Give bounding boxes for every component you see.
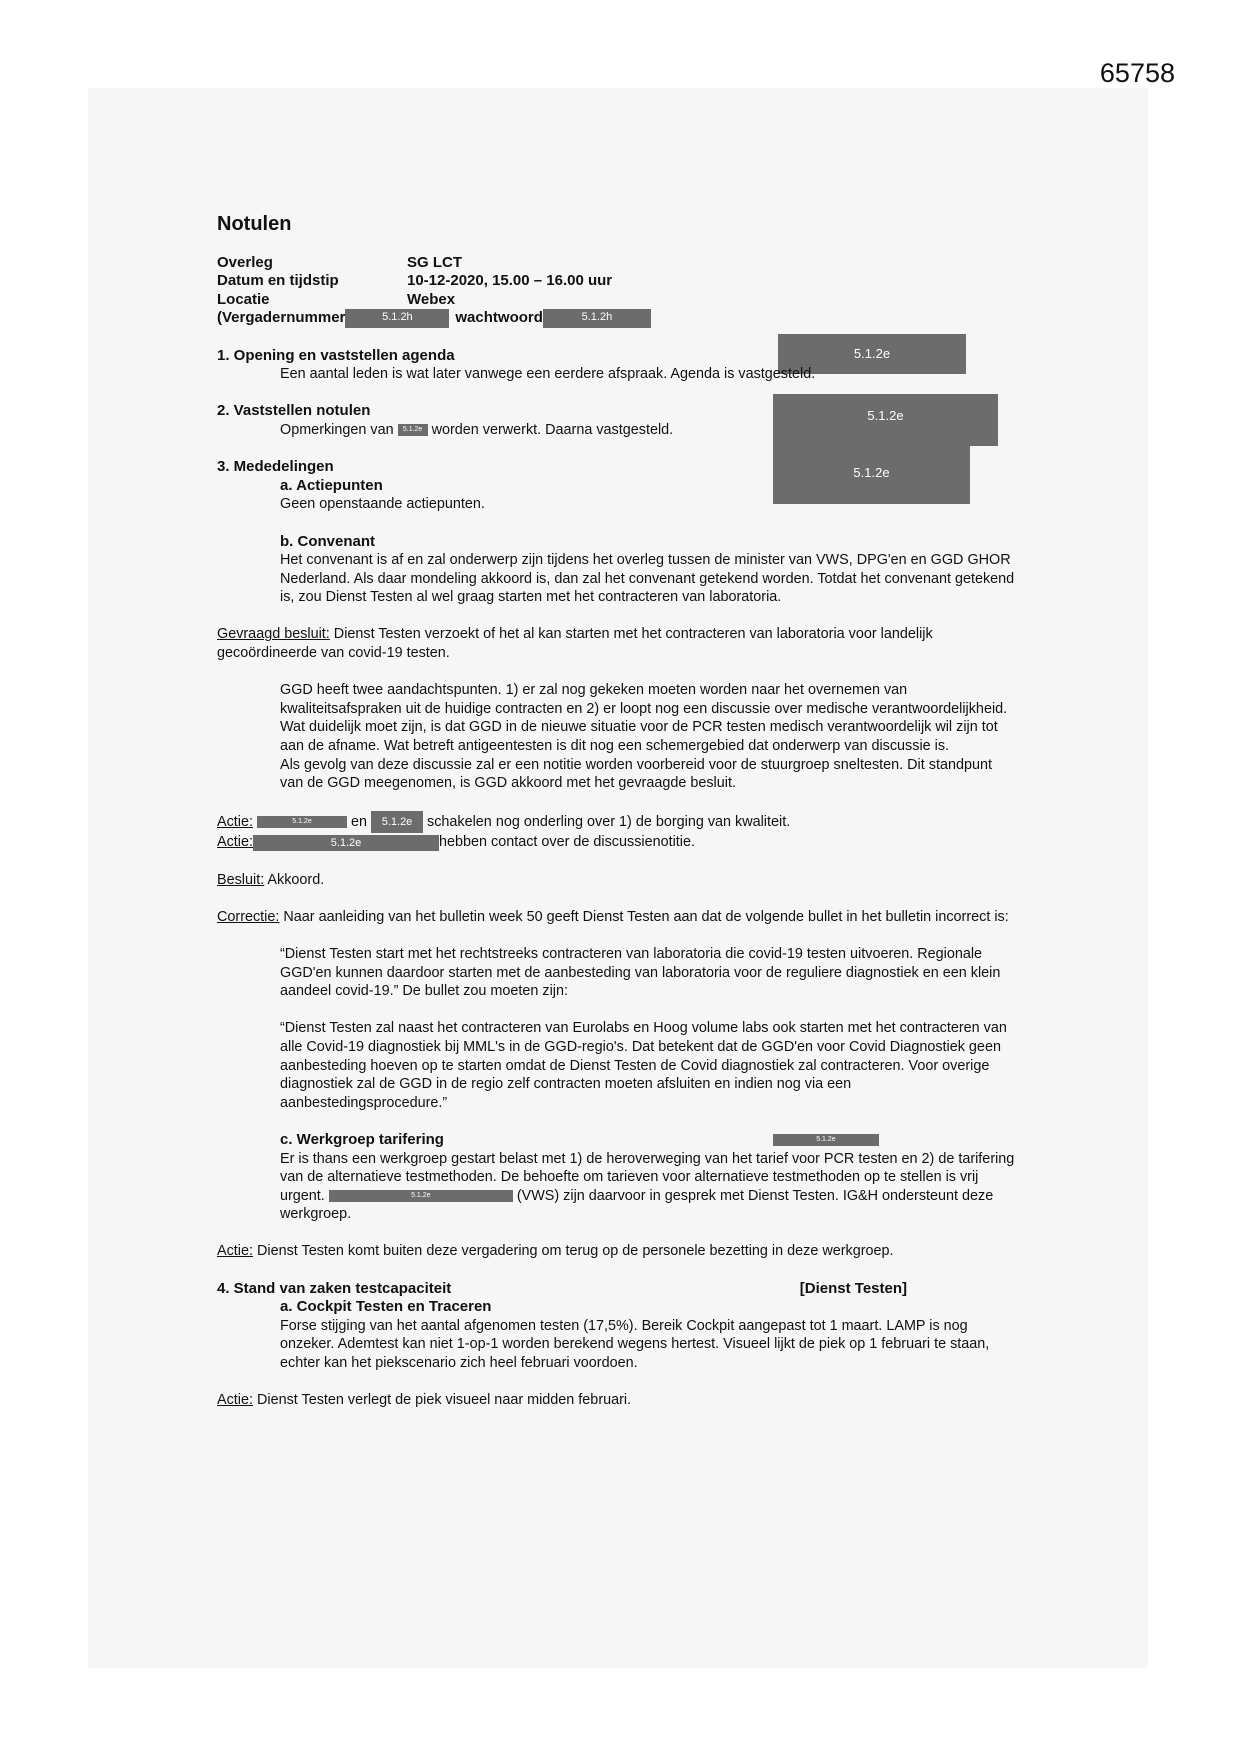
redaction-block: 5.1.2e <box>257 816 347 828</box>
action-item: Actie: 5.1.2e en 5.1.2e schakelen nog onderling over 1) de borging van kwaliteit. <box>217 811 1017 833</box>
action-item: Actie: Dienst Testen verlegt de piek visueel naar midden februari. <box>217 1392 632 1409</box>
decision: Besluit: Akkoord. <box>217 871 325 888</box>
meta-label: Datum en tijdstip <box>217 272 339 290</box>
redaction-box: 5.1.2e <box>773 394 998 446</box>
meta-label: Overleg <box>217 253 273 271</box>
meta-label: Locatie <box>217 290 270 308</box>
action-item: Actie: 5.1.2e hebben contact over de discussienotitie. <box>217 834 695 851</box>
redaction-block: 5.1.2e <box>773 1134 879 1146</box>
redaction-block: 5.1.2e <box>253 835 439 851</box>
correction: Correctie: Naar aanleiding van het bulletin week 50 geeft Dienst Testen aan dat de volgende bullet in het bulletin incorrect is: <box>217 908 1009 925</box>
ggd-remarks: GGD heeft twee aandachtspunten. 1) er zal nog gekeken moeten worden naar het overnemen van kwaliteitsafspraken uit de huidige contracten en 2) er loopt nog een discussie over medische verantwoordelijkheid. Wat duidelijk moet zijn, is dat GGD in de nieuwe situatie voor de PCR testen medisch verantwoordelijk wil zijn tot aan de afname. Wat betreft antigeentesten is dit nog een schemergebied dat onderwerp van discussie is. <box>280 682 1008 755</box>
quoted-bullet: “Dienst Testen zal naast het contracteren van Eurolabs en Hoog volume labs ook starten met het contracteren van alle Covid-19 diagnostiek bij MML's in de GGD-regio's. Dat betekent dat de GGD'en voor Covid Diagnostiek geen aanbesteding hoeven op te starten omdat de Dienst Testen de Covid diagnostiek zal contracteren. Voor overige diagnostiek zal de GGD in de regio zelf contracten moeten afsluiten en indien nog via een aanbestedingsprocedure.” <box>280 1020 1007 1111</box>
section-owner: [Dienst Testen] <box>799 1279 907 1297</box>
redaction-box: 5.1.2e <box>773 446 970 504</box>
subsection-heading: b. Convenant <box>280 532 376 550</box>
subsection-heading: a. Cockpit Testen en Traceren <box>280 1298 492 1316</box>
meta-value: 10-12-2020, 15.00 – 16.00 uur <box>407 272 613 290</box>
meta-label: (Vergadernummer <box>217 309 346 327</box>
section-heading: 3. Mededelingen <box>217 458 334 476</box>
ggd-remarks: Als gevolg van deze discussie zal er een notitie worden voorbereid voor de stuurgroep sneltesten. Dit standpunt van de GGD meegenomen, is GGD akkoord met het gevraagde besluit. <box>280 756 992 792</box>
page-title: Notulen <box>217 213 292 235</box>
subsection-text: Geen openstaande actiepunten. <box>280 496 485 513</box>
section-text: Een aantal leden is wat later vanwege een eerdere afspraak. Agenda is vastgesteld. <box>280 366 816 383</box>
redaction-box: 5.1.2e <box>778 334 966 374</box>
subsection-text: Forse stijging van het aantal afgenomen testen (17,5%). Bereik Cockpit aangepast tot 1 maart. LAMP is nog onzeker. Ademtest kan niet 1-op-1 worden berekend wegens hertest. Visueel lijkt de piek op 1 februari te staan, echter kan het piekscenario zich heel februari voordoen. <box>280 1317 990 1372</box>
redaction-block: 5.1.2e <box>329 1190 513 1202</box>
section-heading: 1. Opening en vaststellen agenda <box>217 346 455 364</box>
requested-decision: Gevraagd besluit: Dienst Testen verzoekt of het al kan starten met het contracteren van laboratoria voor landelijk gecoördineerde van covid-19 testen. <box>217 626 933 662</box>
section-heading: 2. Vaststellen notulen <box>217 402 371 420</box>
minutes-content <box>217 215 1017 1410</box>
section-text: Opmerkingen van 5.1.2e worden verwerkt. Daarna vastgesteld. <box>280 421 674 438</box>
meta-value: Webex <box>407 290 456 308</box>
section-heading: 4. Stand van zaken testcapaciteit <box>217 1279 452 1297</box>
section-heading-row <box>217 1280 907 1299</box>
meta-value: SG LCT <box>407 253 462 271</box>
subsection-heading: a. Actiepunten <box>280 476 383 494</box>
subsection-text: Er is thans een werkgroep gestart belast met 1) de heroverweging van het tarief voor PCR testen en 2) de tarifering van de alternatieve testmethoden. De behoefte om tarieven voor alternatieve testmethoden op te stellen is vrij urgent. 5.1.2e (VWS) zijn daarvoor in gesprek met Dienst Testen. IG&H ondersteunt deze werkgroep. <box>280 1150 1015 1223</box>
subsection-text: Het convenant is af en zal onderwerp zijn tijdens het overleg tussen de minister van VWS, DPG'en en GGD GHOR Nederland. Als daar mondeling akkoord is, dan zal het convenant getekend worden. Totdat het convenant getekend is, zou Dienst Testen al wel graag starten met het contracteren van laboratoria. <box>280 552 1015 606</box>
redaction-block: 5.1.2e <box>371 811 423 833</box>
meta-label: wachtwoord <box>455 309 543 327</box>
subsection-heading-row: c. Werkgroep tarifering 5.1.2e <box>280 1131 1017 1150</box>
quoted-bullet: “Dienst Testen start met het rechtstreeks contracteren van laboratoria die covid-19 testen uitvoeren. Regionale GGD'en kunnen daardoor starten met de aanbesteding van laboratoria voor de reguliere diagnostiek en een klein aandeel covid-19.” De bullet zou moeten zijn: <box>280 945 1001 1000</box>
action-item: Actie: Dienst Testen komt buiten deze vergadering om terug op de personele bezetting in deze werkgroep. <box>217 1243 894 1260</box>
meeting-meta <box>217 254 1017 328</box>
redaction-block: 5.1.2h <box>345 309 449 328</box>
redaction-block: 5.1.2e <box>398 424 428 436</box>
document-number: 65758 <box>1099 58 1175 88</box>
redaction-block: 5.1.2h <box>543 309 651 328</box>
